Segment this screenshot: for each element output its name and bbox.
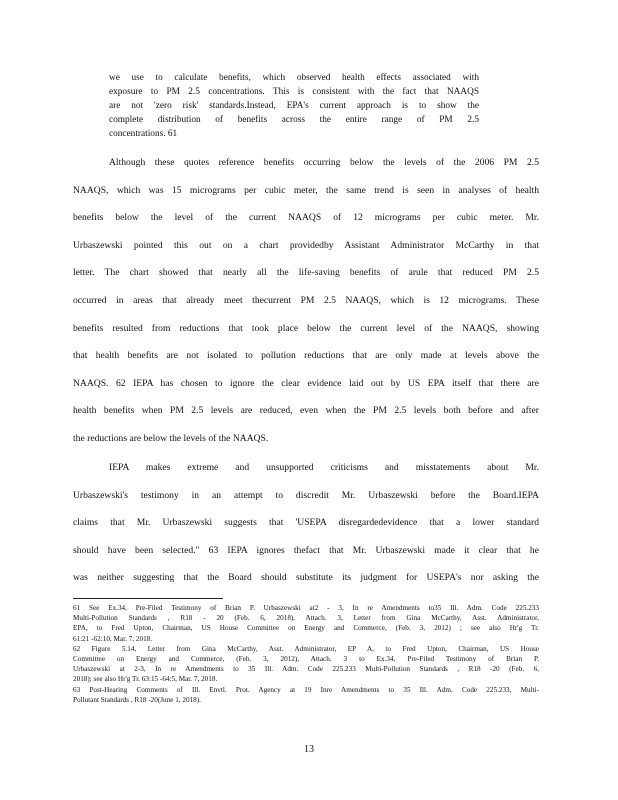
text-line: health benefits when PM 2.5 levels are reduced, even when the PM 2.5 levels both before and after — [73, 405, 539, 417]
text-line: benefits below the level of the current NAAQS of 12 micrograms per cubic meter. Mr. — [73, 212, 539, 224]
text-line: Urbaszewski pointed this out on a chart providedby Assistant Administrator McCarthy in that — [73, 239, 539, 251]
text-line: NAAQS, which was 15 micrograms per cubic meter, the same trend is seen in analyses of health — [73, 184, 539, 196]
footnote-line: Urbaszewski at 2-3, In re Amendments to 35 Ill. Adm. Code 225.233 Multi-Pollution Standards , R18 -20 (Feb. 6, — [73, 665, 539, 674]
quote-line: we use to calculate benefits, which observed health effects associated with — [109, 73, 479, 83]
text-line: should have been selected." 63 IEPA ignores thefact that Mr. Urbaszewski made it clear that he — [73, 544, 539, 556]
footnote-line: Multi-Pollution Standards , R18 - 20 (Feb. 6, 2018), Attach. 3, Letter from Gina McCarthy, Asst. Administrator, — [73, 614, 539, 623]
quote-line: exposure to PM 2.5 concentrations. This is consistent with the fact that NAAQS — [109, 87, 479, 97]
footnote-divider — [73, 598, 223, 599]
text-line: claims that Mr. Urbaszewski suggests that 'USEPA disregardedevidence that a lower standard — [73, 517, 539, 529]
text-line: occurred in areas that already meet thecurrent PM 2.5 NAAQS, which is 12 micrograms. These — [73, 294, 539, 306]
paragraph-iepa-criticisms — [73, 461, 539, 599]
text-line: benefits resulted from reductions that took place below the current level of the NAAQS, showing — [73, 322, 539, 334]
quote-line: are not 'zero risk' standards.Instead, EPA's current approach is to show the — [109, 101, 479, 111]
footnote-line: Pollutant Standards , R18 -20(June 1, 2018). — [73, 695, 201, 704]
footnote-line: 61:21 -62:10, Mar. 7, 2018. — [73, 634, 153, 643]
text-line: the reductions are below the levels of the NAAQS. — [73, 432, 269, 444]
page-number: 13 — [304, 744, 314, 755]
quote-line: concentrations. 61 — [109, 129, 178, 139]
footnote-line: 62 Figure 5.14, Letter from Gina McCarthy, Asst. Administrator, EP A, to Fred Upton, Chairman, US House — [73, 644, 539, 653]
text-line: letter. The chart showed that nearly all the life-saving benefits of arule that reduced PM 2.5 — [73, 267, 539, 279]
footnote-line: 2018); see also Hr'g Tr. 63:15 -64:5, Mar. 7, 2018. — [73, 675, 218, 684]
paragraph-benefits — [73, 156, 539, 460]
quote-line: complete distribution of benefits across the entire range of PM 2.5 — [109, 115, 479, 125]
text-line: NAAQS. 62 IEPA has chosen to ignore the clear evidence laid out by US EPA itself that there are — [73, 377, 539, 389]
text-line: Although these quotes reference benefits occurring below the levels of the 2006 PM 2.5 — [109, 157, 539, 168]
text-line: that health benefits are not isolated to pollution reductions that are only made at levels above the — [73, 350, 539, 362]
text-line: IEPA makes extreme and unsupported criticisms and misstatements about Mr. — [109, 462, 539, 473]
footnote-line: EPA, to Fred Upton, Chairman, US House Committee on Energy and Commerce, (Feb. 3, 2012) ; see also Hr'g Tr. — [73, 624, 539, 633]
footnote-line: 61 See Ex.34, Pre-Filed Testimony of Brian P. Urbaszewski at2 - 3, In re Amendments to35 Ill. Adm. Code 225.233 — [73, 604, 539, 612]
block-quote — [109, 71, 479, 141]
text-line: Urbaszewski's testimony in an attempt to discredit Mr. Urbaszewski before the Board.IEPA — [73, 489, 539, 501]
footnotes — [73, 603, 539, 705]
footnote-line: Committee on Energy and Commerce, (Feb. 3, 2012), Attach. 3 to Ex.34, Pre-Filed Testimony of Brian P. — [73, 654, 539, 663]
text-line: was neither suggesting that the Board should substitute its judgment for USEPA's nor asking the — [73, 572, 539, 584]
footnote-line: 63 Post-Hearing Comments of Ill. Envtl. Prot. Agency at 19 Inre Amendments to 35 Ill. Adm. Code 225.233, Multi- — [73, 685, 539, 694]
